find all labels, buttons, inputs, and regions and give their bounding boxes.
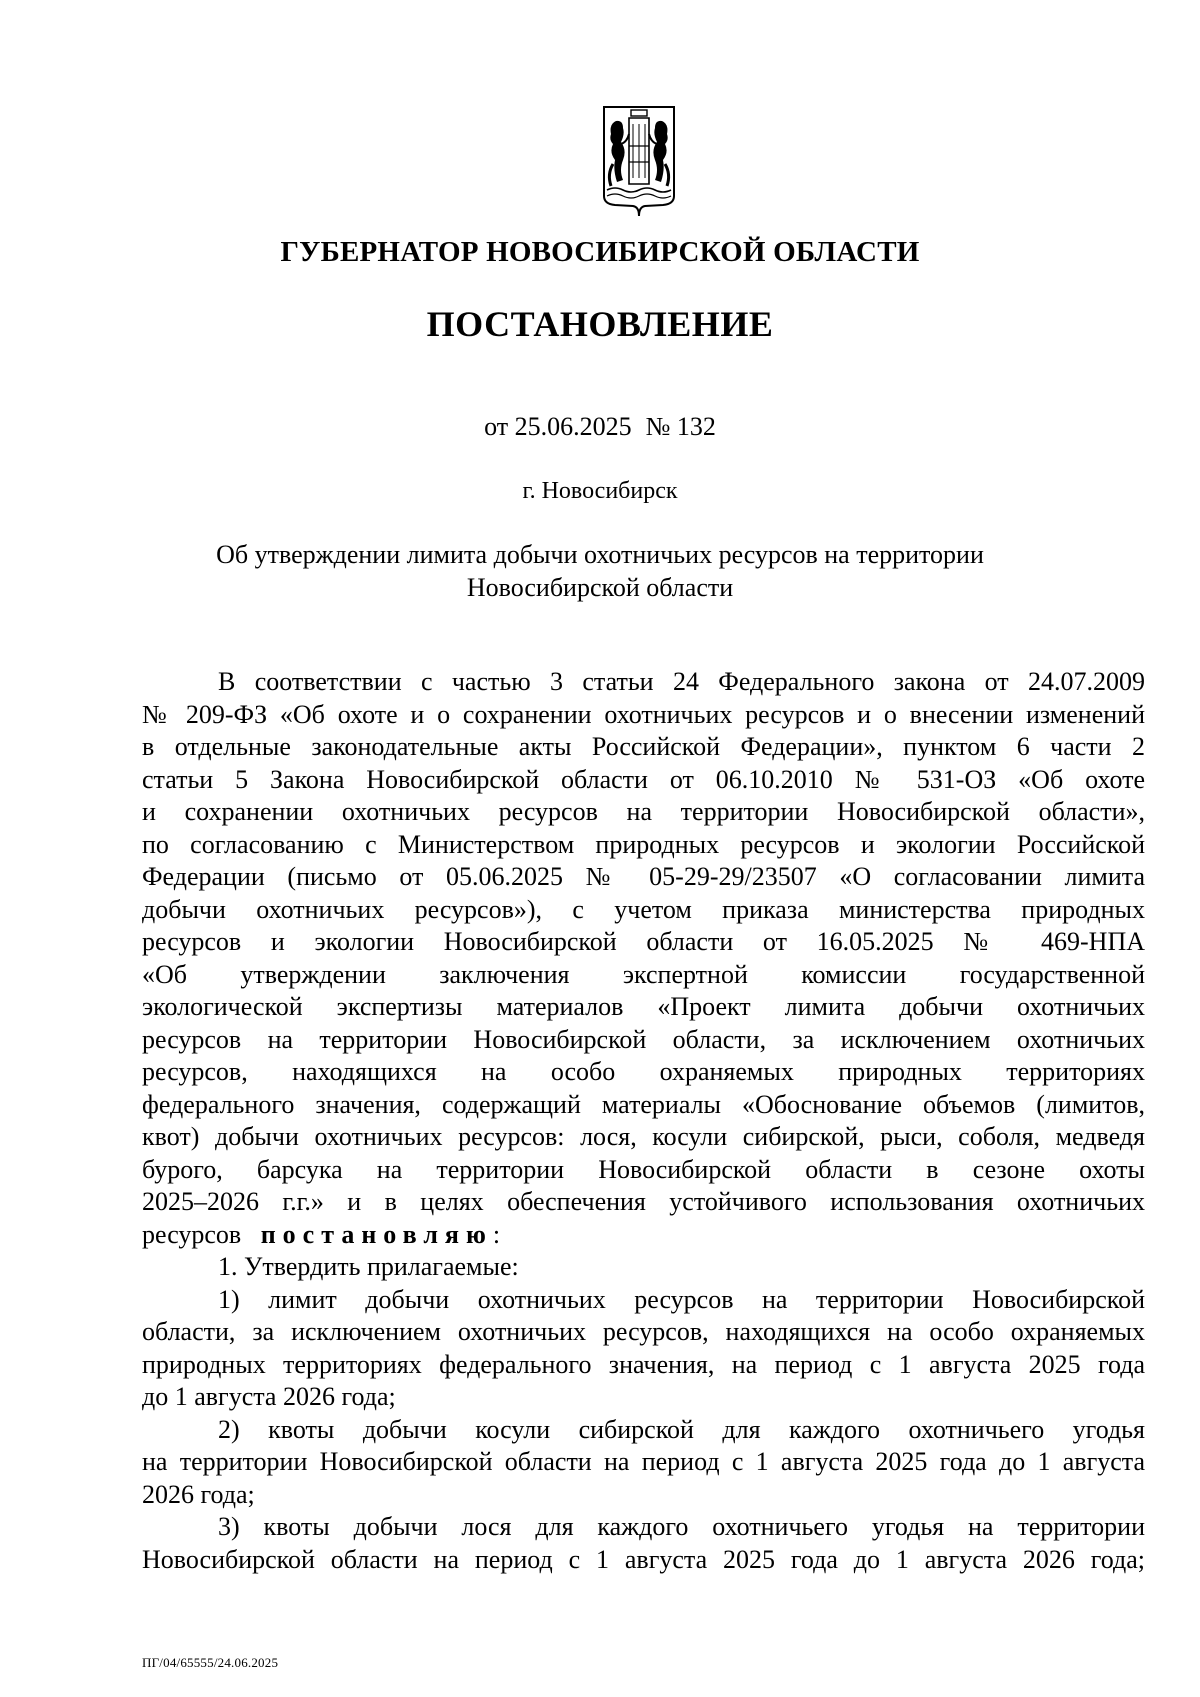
item-1: 1. Утвердить прилагаемые: [218, 1252, 519, 1281]
decree-prefix: ресурсов [142, 1219, 242, 1249]
body-line: экологической экспертизы материалов «Проект лимита добычи охотничьих [142, 992, 1145, 1021]
footer-code: ПГ/04/65555/24.06.2025 [142, 1655, 279, 1670]
subject-line: Новосибирской области [466, 573, 734, 602]
body-line: 2025–2026 г.г.» и в целях обеспечения устойчивого использования охотничьих [142, 1187, 1145, 1216]
subitem-line: области, за исключением охотничьих ресурсов, находящихся на особо охраняемых [142, 1317, 1145, 1346]
body-line: Федерации (письмо от 05.06.2025 № 05-29-29/23507 «О согласовании лимита [142, 862, 1145, 891]
body-line: квот) добычи охотничьих ресурсов: лося, косули сибирской, рыси, соболя, медведя [142, 1122, 1145, 1151]
body-line: в отдельные законодательные акты Российской Федерации», пунктом 6 части 2 [142, 732, 1145, 761]
document-date: от 25.06.2025 [484, 412, 632, 441]
subitem-line: Новосибирской области на период с 1 августа 2025 года до 1 августа 2026 года; [142, 1544, 1145, 1574]
decree-word: постановляю [260, 1219, 493, 1249]
body-line: «Об утверждении заключения экспертной комиссии государственной [142, 959, 1145, 989]
document-type: ПОСТАНОВЛЕНИЕ [426, 304, 774, 344]
body-line: и сохранении охотничьих ресурсов на территории Новосибирской области», [142, 797, 1145, 826]
document-number: № 132 [645, 412, 716, 441]
subitem-line: 2) квоты добычи косули сибирской для каждого охотничьего угодья [218, 1414, 1145, 1444]
subitem-line: на территории Новосибирской области на период с 1 августа 2025 года до 1 августа [142, 1447, 1145, 1476]
body-line: добычи охотничьих ресурсов»), с учетом приказа министерства природных [142, 894, 1145, 924]
body-line: статьи 5 Закона Новосибирской области от 06.10.2010 № 531-ОЗ «Об охоте [142, 764, 1145, 794]
body-line: федерального значения, содержащий материалы «Обоснование объемов (лимитов, [142, 1089, 1145, 1119]
document-city: г. Новосибирск [522, 478, 678, 504]
document-body [142, 666, 1145, 1576]
subitem-line: до 1 августа 2026 года; [142, 1382, 396, 1411]
subject-line: Об утверждении лимита добычи охотничьих ресурсов на территории [216, 540, 984, 569]
body-line: ресурсов на территории Новосибирской области, за исключением охотничьих [142, 1024, 1145, 1054]
subitem-line: природных территориях федерального значения, на период с 1 августа 2025 года [142, 1349, 1145, 1379]
body-line: ресурсов и экологии Новосибирской области от 16.05.2025 № 469-НПА [142, 927, 1145, 956]
body-line: ресурсов, находящихся на особо охраняемых природных территориях [142, 1057, 1145, 1086]
decree-line [142, 1219, 1145, 1252]
body-line: № 209-ФЗ «Об охоте и о сохранении охотничьих ресурсов и о внесении изменений [142, 699, 1145, 729]
document-date-number [0, 412, 1200, 442]
body-line: бурого, барсука на территории Новосибирской области в сезоне охоты [142, 1154, 1145, 1184]
body-line: по согласованию с Министерством природных ресурсов и экологии Российской [142, 829, 1145, 859]
authority-title: ГУБЕРНАТОР НОВОСИБИРСКОЙ ОБЛАСТИ [280, 236, 920, 268]
document-subject [0, 538, 1200, 604]
subitem-line: 3) квоты добычи лося для каждого охотничьего угодья на территории [218, 1512, 1145, 1541]
subitem-line: 1) лимит добычи охотничьих ресурсов на территории Новосибирской [218, 1284, 1145, 1314]
decree-colon: : [492, 1219, 501, 1249]
novosibirsk-coat-of-arms-icon [601, 104, 677, 218]
subitem-line: 2026 года; [142, 1479, 255, 1509]
body-line: В соответствии с частью 3 статьи 24 Федерального закона от 24.07.2009 [218, 667, 1145, 696]
